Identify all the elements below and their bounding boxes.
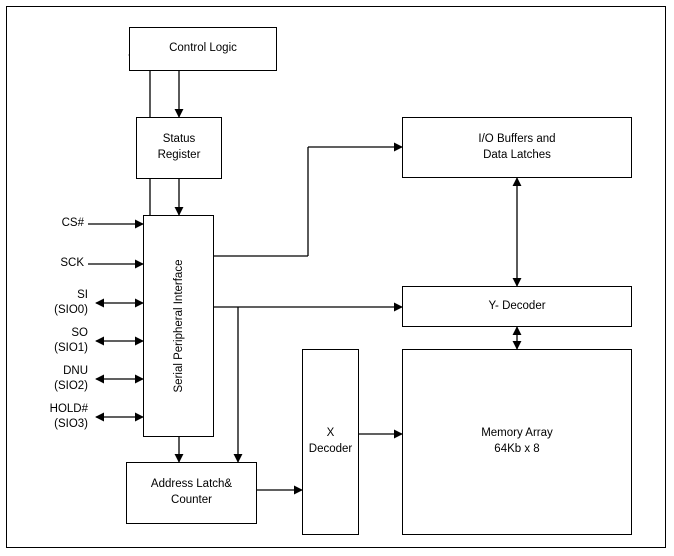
pin-so-line-1: (SIO1) bbox=[54, 341, 88, 354]
block-address-latch-counter bbox=[126, 462, 257, 524]
pin-hold-line-0: HOLD# bbox=[49, 403, 88, 415]
pin-label-hold bbox=[10, 402, 88, 432]
block-status-register bbox=[136, 117, 222, 179]
block-x-decoder bbox=[302, 349, 359, 535]
block-memory-array-line-1: 64Kb x 8 bbox=[494, 443, 540, 455]
pin-label-cs bbox=[18, 216, 84, 231]
block-io-buffers-line-1: Data Latches bbox=[483, 148, 551, 161]
pin-label-sck bbox=[18, 256, 84, 271]
pin-sck-line-0: SCK bbox=[60, 257, 84, 269]
block-control-logic-line-0: Control Logic bbox=[169, 42, 237, 55]
block-x-decoder-line-1: Decoder bbox=[308, 443, 353, 455]
pin-si-line-0: SI bbox=[77, 289, 88, 301]
block-x-decoder-line-0: X bbox=[326, 427, 335, 440]
block-io-buffers-data-latches bbox=[402, 117, 632, 178]
pin-cs-line-0: CS# bbox=[61, 217, 84, 229]
pin-si-line-1: (SIO0) bbox=[54, 303, 88, 316]
block-address-latch-line-1: Counter bbox=[171, 494, 212, 506]
block-y-decoder-line-0: Y- Decoder bbox=[488, 299, 546, 312]
block-spi-label: Serial Peripheral Interface bbox=[172, 259, 185, 393]
block-status-register-line-0: Status bbox=[162, 133, 196, 146]
pin-dnu-line-1: (SIO2) bbox=[54, 379, 88, 392]
pin-label-si bbox=[18, 288, 88, 318]
block-memory-array-line-0: Memory Array bbox=[481, 427, 553, 440]
pin-so-line-0: SO bbox=[71, 327, 88, 339]
block-address-latch-line-0: Address Latch& bbox=[150, 478, 233, 491]
pin-hold-line-1: (SIO3) bbox=[54, 417, 88, 430]
block-control-logic bbox=[129, 27, 277, 71]
block-memory-array bbox=[402, 349, 632, 535]
block-y-decoder bbox=[402, 286, 632, 327]
block-status-register-line-1: Register bbox=[157, 149, 201, 161]
block-serial-peripheral-interface bbox=[143, 215, 214, 437]
pin-label-so bbox=[18, 326, 88, 356]
pin-label-dnu bbox=[18, 364, 88, 394]
pin-dnu-line-0: DNU bbox=[63, 365, 88, 377]
block-io-buffers-line-0: I/O Buffers and bbox=[478, 132, 556, 145]
